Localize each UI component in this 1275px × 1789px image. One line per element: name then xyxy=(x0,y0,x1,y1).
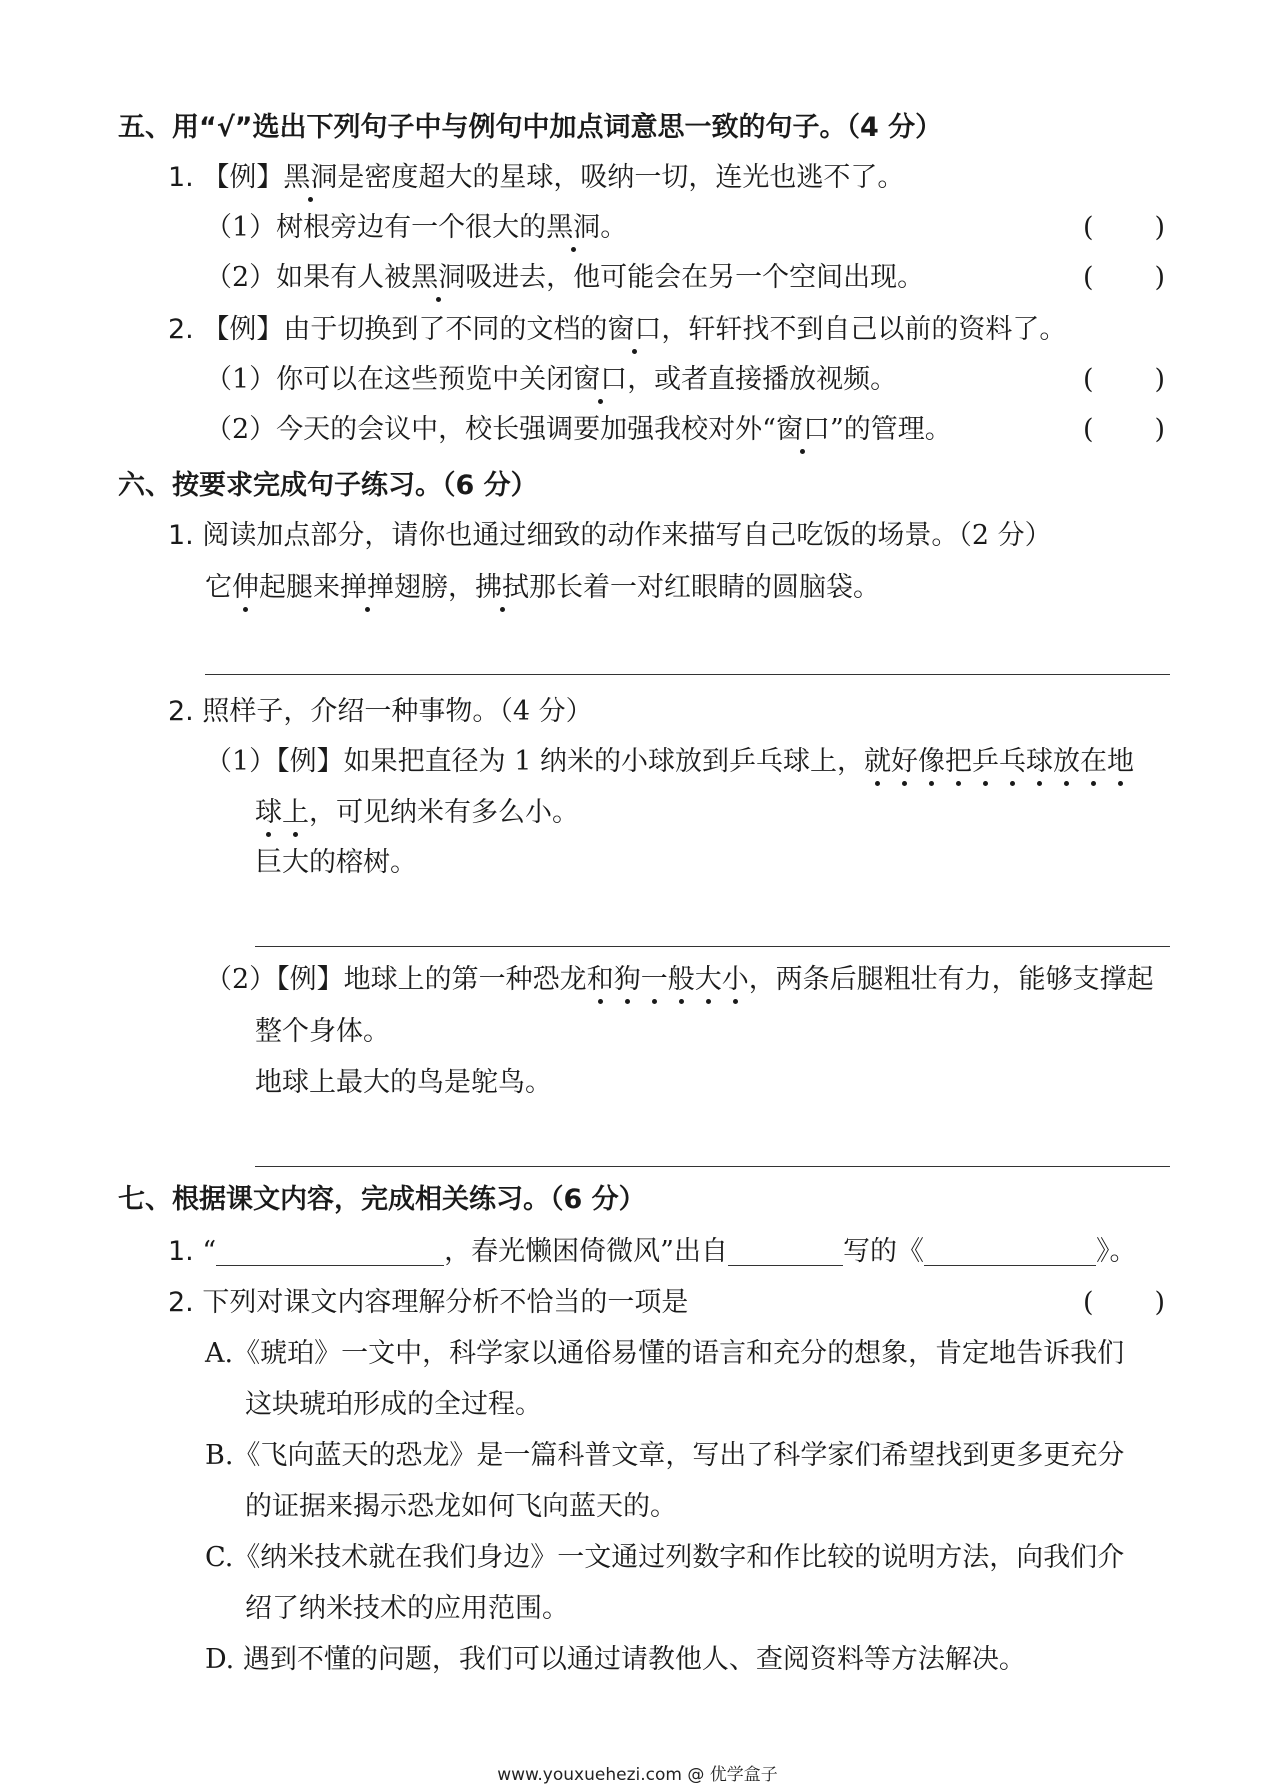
dotted-char: 好 xyxy=(891,746,919,777)
example-tag: 【例】 xyxy=(202,162,284,193)
dotted-char: 把 xyxy=(945,746,973,777)
dotted-char: 上 xyxy=(282,797,309,828)
example-text: ，可见纳米有多么小。 xyxy=(309,797,579,828)
s5-q2-example xyxy=(168,310,1066,350)
choice-b-line-1[interactable]: B.《飞向蓝天的恐龙》是一篇科普文章，写出了科学家们希望找到更多更充分 xyxy=(205,1440,1125,1471)
s6-q1-prompt xyxy=(168,516,1052,556)
question-number: 2. xyxy=(168,314,194,345)
s6-q2-task-2: 地球上最大的鸟是鸵鸟。 xyxy=(255,1067,552,1098)
dotted-char: 就 xyxy=(864,746,892,777)
section-7-title: 七、根据课文内容，完成相关练习。（6 分） xyxy=(118,1184,646,1215)
choice-b-line-2[interactable]: 的证据来揭示恐龙如何飞向蓝天的。 xyxy=(245,1491,677,1522)
paren-close: ) xyxy=(1154,262,1165,293)
question-text: 阅读加点部分，请你也通过细致的动作来描写自己吃饭的场景。（2 分） xyxy=(202,520,1052,551)
dotted-char: 般 xyxy=(667,964,695,995)
section-6-title: 六、按要求完成句子练习。（6 分） xyxy=(118,470,538,501)
sentence-text: 起腿来 xyxy=(259,572,340,603)
dotted-char: 像 xyxy=(918,746,946,777)
s6-q2-example-1 xyxy=(205,742,1134,782)
s5-q1-example xyxy=(168,158,904,198)
dotted-char: 小 xyxy=(721,964,749,995)
s7-q2-prompt xyxy=(168,1283,688,1323)
question-text: 写的《 xyxy=(842,1236,924,1267)
paren-open: ( xyxy=(1083,414,1094,445)
dotted-char: 球 xyxy=(1026,746,1054,777)
dotted-char: 狗 xyxy=(613,964,641,995)
dotted-word: 黑洞 xyxy=(283,162,338,193)
dotted-char: 和 xyxy=(586,964,614,995)
dotted-char: 一 xyxy=(640,964,668,995)
example-tag: 【例】 xyxy=(202,314,284,345)
option-text: （1）树根旁边有一个很大的 xyxy=(205,212,547,243)
question-text: 照样子，介绍一种事物。（4 分） xyxy=(202,696,593,727)
s6-q2-example-2-cont: 整个身体。 xyxy=(255,1016,390,1047)
option-text: （2）今天的会议中，校长强调要加强我校对外“ xyxy=(205,414,776,445)
question-text: 》。 xyxy=(1095,1236,1137,1267)
paren-open: ( xyxy=(1083,1287,1094,1318)
paren-open: ( xyxy=(1083,262,1094,293)
paren-close: ) xyxy=(1154,212,1165,243)
dotted-word: 窗口 xyxy=(573,364,628,395)
s6-q1-sentence xyxy=(205,568,880,608)
s7-q1 xyxy=(168,1232,1136,1272)
dotted-char: 乓 xyxy=(999,746,1027,777)
dotted-word: 窗口 xyxy=(607,314,662,345)
fill-blank-verse[interactable] xyxy=(216,1237,444,1266)
fill-blank-author[interactable] xyxy=(728,1237,843,1266)
s5-q2-option-2 xyxy=(205,410,952,450)
dotted-char: 放 xyxy=(1053,746,1081,777)
example-text: 是密度超大的星球，吸纳一切，连光也逃不了。 xyxy=(337,162,905,193)
choice-a-line-1[interactable]: A.《琥珀》一文中，科学家以通俗易懂的语言和充分的想象，肯定地告诉我们 xyxy=(205,1338,1125,1369)
dotted-word: 黑洞 xyxy=(546,212,601,243)
sentence-text: 它 xyxy=(205,572,232,603)
paren-close: ) xyxy=(1154,364,1165,395)
dotted-word: 黑洞 xyxy=(411,262,466,293)
s6-q2-task-1: 巨大的榕树。 xyxy=(255,847,417,878)
dotted-word: 掸掸 xyxy=(340,572,394,603)
choice-a-line-2[interactable]: 这块琥珀形成的全过程。 xyxy=(245,1389,542,1420)
answer-parentheses[interactable] xyxy=(1083,258,1165,298)
paren-open: ( xyxy=(1083,364,1094,395)
section-5-title: 五、用“√”选出下列句子中与例句中加点词意思一致的句子。（4 分） xyxy=(118,112,943,143)
question-number: 1. xyxy=(168,162,194,193)
sentence-text: 那长着一对红眼睛的圆脑袋。 xyxy=(529,572,880,603)
dotted-char: 在 xyxy=(1080,746,1108,777)
option-text: 。 xyxy=(600,212,628,243)
dotted-char: 乒 xyxy=(972,746,1000,777)
option-text: ，或者直接播放视频。 xyxy=(627,364,898,395)
example-text: ，两条后腿粗壮有力，能够支撑起 xyxy=(748,964,1154,995)
dotted-phrase xyxy=(587,964,749,995)
question-text: ，春光懒困倚微风”出自 xyxy=(444,1236,728,1267)
answer-line[interactable] xyxy=(255,946,1170,947)
fill-blank-title[interactable] xyxy=(924,1237,1096,1266)
option-text: （1）你可以在这些预览中关闭 xyxy=(205,364,574,395)
dotted-word: 伸 xyxy=(232,572,259,603)
s6-q2-prompt xyxy=(168,692,593,732)
s5-q1-option-1 xyxy=(205,208,627,248)
dotted-char: 大 xyxy=(694,964,722,995)
question-text: 下列对课文内容理解分析不恰当的一项是 xyxy=(202,1287,689,1318)
s5-q1-option-2 xyxy=(205,258,924,298)
answer-line[interactable] xyxy=(255,1166,1170,1167)
dotted-phrase xyxy=(864,746,1134,777)
example-text: （1）【例】如果把直径为 1 纳米的小球放到乒乓球上， xyxy=(205,746,865,777)
dotted-word: 窗口 xyxy=(775,414,830,445)
example-text: ，轩轩找不到自己以前的资料了。 xyxy=(661,314,1067,345)
question-number: 1. xyxy=(168,1236,194,1267)
open-quote: “ xyxy=(202,1236,217,1267)
paren-close: ) xyxy=(1154,414,1165,445)
answer-parentheses[interactable] xyxy=(1083,1283,1165,1323)
answer-parentheses[interactable] xyxy=(1083,208,1165,248)
question-number: 2. xyxy=(168,696,194,727)
option-text: ”的管理。 xyxy=(829,414,952,445)
s5-q2-option-1 xyxy=(205,360,897,400)
answer-line[interactable] xyxy=(205,674,1170,675)
choice-c-line-1[interactable]: C.《纳米技术就在我们身边》一文通过列数字和作比较的说明方法，向我们介 xyxy=(205,1542,1125,1573)
paren-open: ( xyxy=(1083,212,1094,243)
dotted-char: 地 xyxy=(1107,746,1135,777)
footer-watermark: www.youxuehezi.com @ 优学盒子 xyxy=(497,1765,778,1785)
answer-parentheses[interactable] xyxy=(1083,410,1165,450)
option-text: （2）如果有人被 xyxy=(205,262,412,293)
option-text: 吸进去，他可能会在另一个空间出现。 xyxy=(465,262,925,293)
answer-parentheses[interactable] xyxy=(1083,360,1165,400)
dotted-char: 球 xyxy=(255,797,282,828)
question-number: 2. xyxy=(168,1287,194,1318)
sentence-text: 翅膀， xyxy=(394,572,475,603)
example-text: 由于切换到了不同的文档的 xyxy=(283,314,608,345)
dotted-word: 拂拭 xyxy=(475,572,529,603)
question-number: 1. xyxy=(168,520,194,551)
s6-q2-example-1-cont xyxy=(255,793,579,833)
example-text: （2）【例】地球上的第一种恐龙 xyxy=(205,964,587,995)
s6-q2-example-2 xyxy=(205,960,1154,1000)
choice-c-line-2[interactable]: 绍了纳米技术的应用范围。 xyxy=(245,1593,569,1624)
choice-d[interactable]: D. 遇到不懂的问题，我们可以通过请教他人、查阅资料等方法解决。 xyxy=(205,1644,1026,1675)
dotted-phrase xyxy=(255,797,309,828)
paren-close: ) xyxy=(1154,1287,1165,1318)
